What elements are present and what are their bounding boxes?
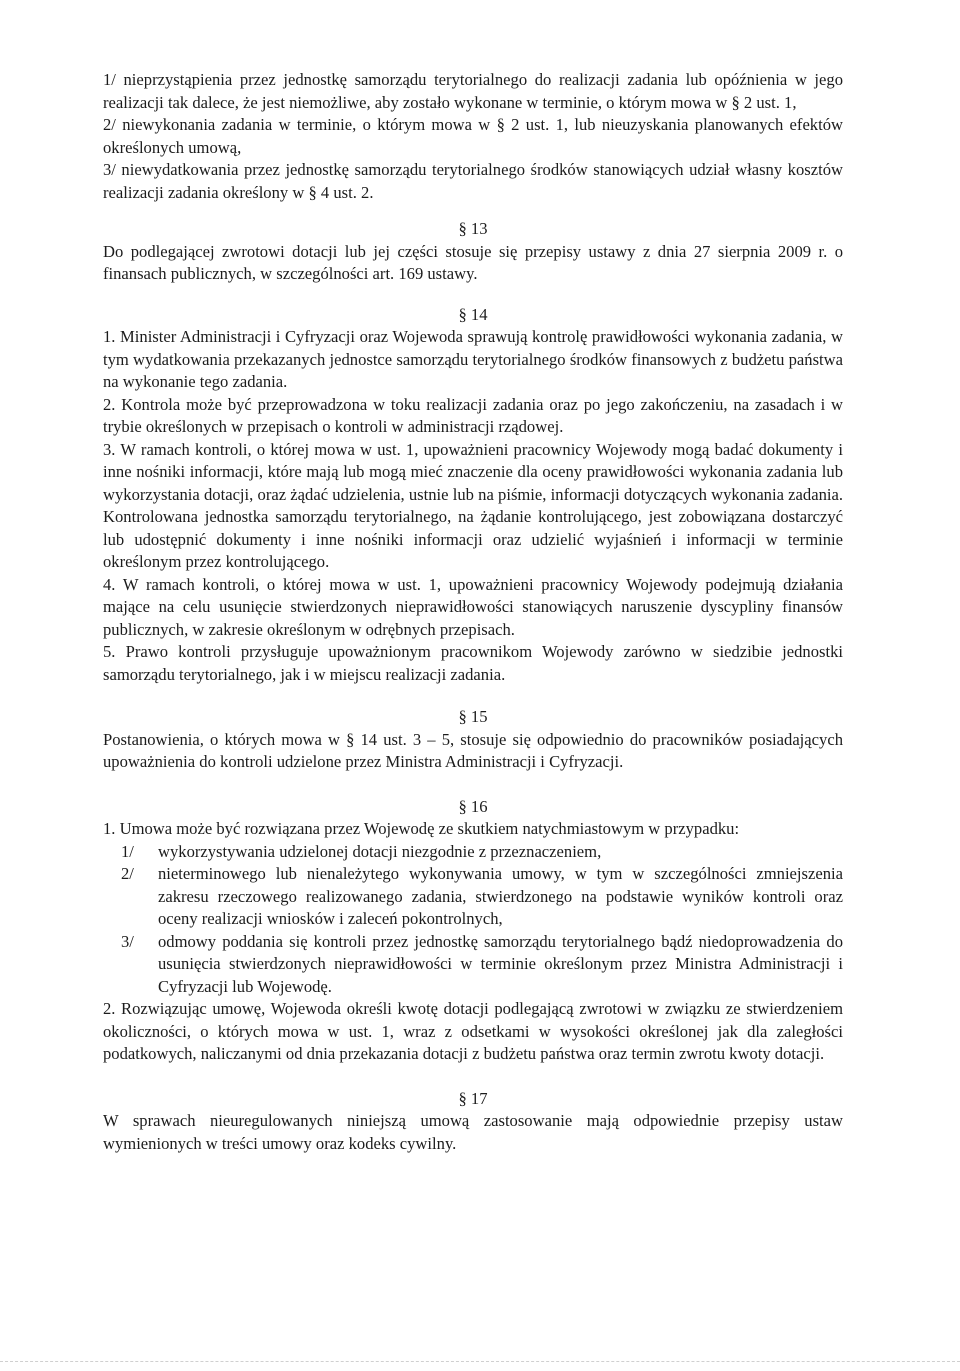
list-item (103, 863, 843, 931)
list-item-text: wykorzystywania udzielonej dotacji niezgodnie z przeznaczeniem, (158, 841, 602, 861)
page-bottom-divider (0, 1361, 960, 1362)
section-16-heading: § 16 (458, 796, 488, 816)
section-14-para-3: 3. W ramach kontroli, o której mowa w ust. 1, upoważnieni pracownicy Wojewody mogą badać dokumenty i inne nośniki informacji, które mają lub mogą mieć znaczenie dla oceny prawidłowości wykonania zadania lub wykorzystania dotacji, oraz żądać udzielenia, ustnie lub na piśmie, informacji dotyczących wykonania zadania. Kontrolowana jednostka samorządu terytorialnego, na żądanie kontrolującego, jest zobowiązana dostarczyć lub udostępnić dokumenty i inne nośniki informacji oraz udzielić wyjaśnień i informacji w terminie określonym przez kontrolującego. (103, 439, 843, 571)
section-14-para-4: 4. W ramach kontroli, o której mowa w ust. 1, upoważnieni pracownicy Wojewody podejmują działania mające na celu usunięcie stwierdzonych nieprawidłowości stanowiących naruszenie dyscypliny finansów publicznych, w zakresie określonym w odrębnych przepisach. (103, 574, 843, 639)
intro-item-3: 3/ niewydatkowania przez jednostkę samorządu terytorialnego środków stanowiących udział własny kosztów realizacji zadania określony w § 4 ust. 2. (103, 160, 843, 202)
list-item-number: 3/ (121, 931, 134, 951)
section-15-text: Postanowienia, o których mowa w § 14 ust. 3 – 5, stosuje się odpowiednio do pracowników posiadających upoważnienia do kontroli udzielone przez Ministra Administracji i Cyfryzacji. (103, 729, 843, 771)
section-16-para-1: 1. Umowa może być rozwiązana przez Wojewodę ze skutkiem natychmiastowym w przypadku: (103, 819, 740, 838)
section-17-heading: § 17 (458, 1088, 488, 1108)
list-item (103, 841, 843, 864)
section-13-heading: § 13 (458, 219, 488, 238)
section-13-text: Do podlegającej zwrotowi dotacji lub jej części stosuje się przepisy ustawy z dnia 27 sierpnia 2009 r. o finansach publicznych, w szczególności art. 169 ustawy. (103, 241, 843, 283)
section-14-para-5: 5. Prawo kontroli przysługuje upoważnionym pracownikom Wojewody zarówno w siedzibie jednostki samorządu terytorialnego, jak i w miejscu realizacji zadania. (103, 642, 843, 684)
list-item-number: 2/ (121, 864, 134, 883)
intro-item-2: 2/ niewykonania zadania w terminie, o którym mowa w § 2 ust. 1, lub nieuzyskania planowanych efektów określonych umową, (103, 115, 843, 157)
section-16-list (103, 841, 843, 999)
list-item-number: 1/ (121, 841, 134, 861)
section-16-para-2: 2. Rozwiązując umowę, Wojewoda określi kwotę dotacji podlegającą zwrotowi w związku ze stwierdzeniem okoliczności, o których mowa w ust. 1, wraz z odsetkami w wysokości określonej jak dla zaległości podatkowych, naliczanymi od dnia przekazania dotacji z budżetu państwa oraz termin zwrotu kwoty dotacji. (103, 999, 843, 1063)
section-17-text: W sprawach nieuregulowanych niniejszą umową zastosowanie mają odpowiednie przepisy ustaw wymienionych w treści umowy oraz kodeks cywilny. (103, 1111, 843, 1153)
section-14-heading: § 14 (458, 304, 488, 324)
list-item-text: odmowy poddania się kontroli przez jednostkę samorządu terytorialnego bądź niedoprowadzenia do usunięcia stwierdzonych nieprawidłowości w terminie określonym przez Ministra Administracji i Cyfryzacji lub Wojewodę. (158, 931, 843, 996)
document-body (103, 69, 843, 1155)
section-15-heading: § 15 (458, 707, 488, 726)
section-14-para-2: 2. Kontrola może być przeprowadzona w toku realizacji zadania oraz po jego zakończeniu, na zasadach i w trybie określonych w przepisach o kontroli w administracji rządowej. (103, 394, 843, 436)
list-item-text: nieterminowego lub nienależytego wykonywania umowy, w tym w szczególności zmniejszenia zakresu rzeczowego realizowanego zadania, stwierdzonego na podstawie wyników kontroli oraz oceny realizacji wniosków i zaleceń pokontrolnych, (158, 864, 843, 928)
list-item (103, 931, 843, 999)
section-14-para-1: 1. Minister Administracji i Cyfryzacji oraz Wojewoda sprawują kontrolę prawidłowości wykonania zadania, w tym wydatkowania przekazanych jednostce samorządu terytorialnego środków finansowych z budżetu państwa na wykonanie tego zadania. (103, 327, 843, 391)
intro-item-1: 1/ nieprzystąpienia przez jednostkę samorządu terytorialnego do realizacji zadania lub opóźnienia w jego realizacji tak dalece, że jest niemożliwe, aby zostało wykonane w terminie, o którym mowa w § 2 ust. 1, (103, 70, 843, 112)
